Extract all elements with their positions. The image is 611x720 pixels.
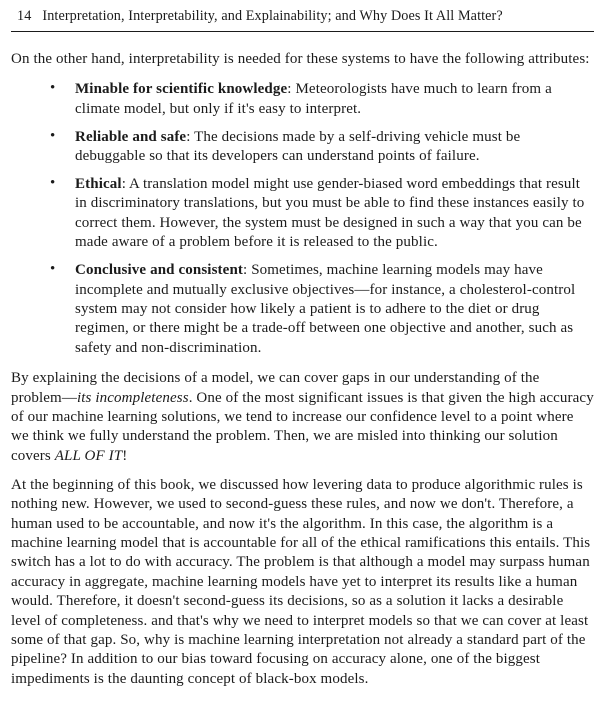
text-run: At the beginning of this book, we discussed how levering data to produce algorithmic rules is nothing new. However, we used to second-guess these rules, and now we don't. Therefore, a human used to be accountable, and now it's the algorithm. In this case, the algorithm is a machine learning model that is accountable for all of the ethical ramifications this entails. This switch has a lot to do with accuracy. The problem is that although a model may surpass human accuracy in aggregate, machine learning models have yet to interpret its results like a human would. Therefore, it doesn't second-guess its decisions, so as a solution it lacks a desirable level of completeness. and that's why we need to interpret models so that we can cover at least some of that gap. So, why is machine learning interpretation not already a standard part of the pipeline? In addition to our bias toward focusing on accuracy alone, one of the biggest impediments is the daunting concept of black-box models. — [11, 476, 591, 687]
running-header — [11, 5, 594, 32]
text-run: Minable for scientific knowledge — [75, 81, 288, 98]
text-run: . One of the most significant issues is that given the high accuracy of our machine learning solutions, we tend to increase our confidence level to a point where we think we fully understand the problem. Then, we are misled into thinking our solution covers — [11, 389, 594, 464]
page-content — [11, 50, 594, 689]
text-run: On the other hand, interpretability is needed for these systems to have the following attributes: — [11, 51, 590, 67]
text-run: its incompleteness — [76, 389, 189, 406]
chapter-title: Interpretation, Interpretability, and Explainability; and Why Does It All Matter? — [42, 8, 503, 24]
page-number: 14 — [17, 8, 32, 24]
text-run: Reliable and safe — [75, 128, 187, 145]
bullet-item — [11, 80, 594, 119]
bullet-item — [11, 175, 594, 253]
bullet-list — [11, 80, 594, 358]
text-run: ! — [122, 447, 128, 464]
text-run: : The decisions made by a self-driving vehicle must be debuggable so that its developers can understand points of failure. — [75, 128, 521, 165]
text-run: By explaining the decisions of a model, we can cover gaps in our understanding of the problem— — [11, 370, 540, 406]
text-run: ALL OF IT — [54, 447, 123, 464]
text-run: Conclusive and consistent — [75, 262, 244, 279]
paragraph — [11, 369, 594, 466]
text-run: Ethical — [75, 176, 122, 193]
paragraph — [11, 476, 594, 689]
bullet-item — [11, 128, 594, 167]
paragraph — [11, 50, 594, 69]
text-run: : A translation model might use gender-biased word embeddings that result in discriminatory translations, but you must be able to find these instances easily to correct them. However, the system must be designed in such a way that you can be made aware of a problem before it is released to the public. — [75, 176, 585, 251]
text-run: : Sometimes, machine learning models may have incomplete and mutually exclusive objectives—for instance, a cholesterol-control system may not consider how likely a patient is to adhere to the diet or drug regimen, or there might be a trade-off between one objective and another, such as safety and non-discrimination. — [75, 262, 576, 356]
bullet-item — [11, 261, 594, 358]
text-run: : Meteorologists have much to learn from a climate model, but only if it's easy to interpret. — [75, 81, 552, 117]
